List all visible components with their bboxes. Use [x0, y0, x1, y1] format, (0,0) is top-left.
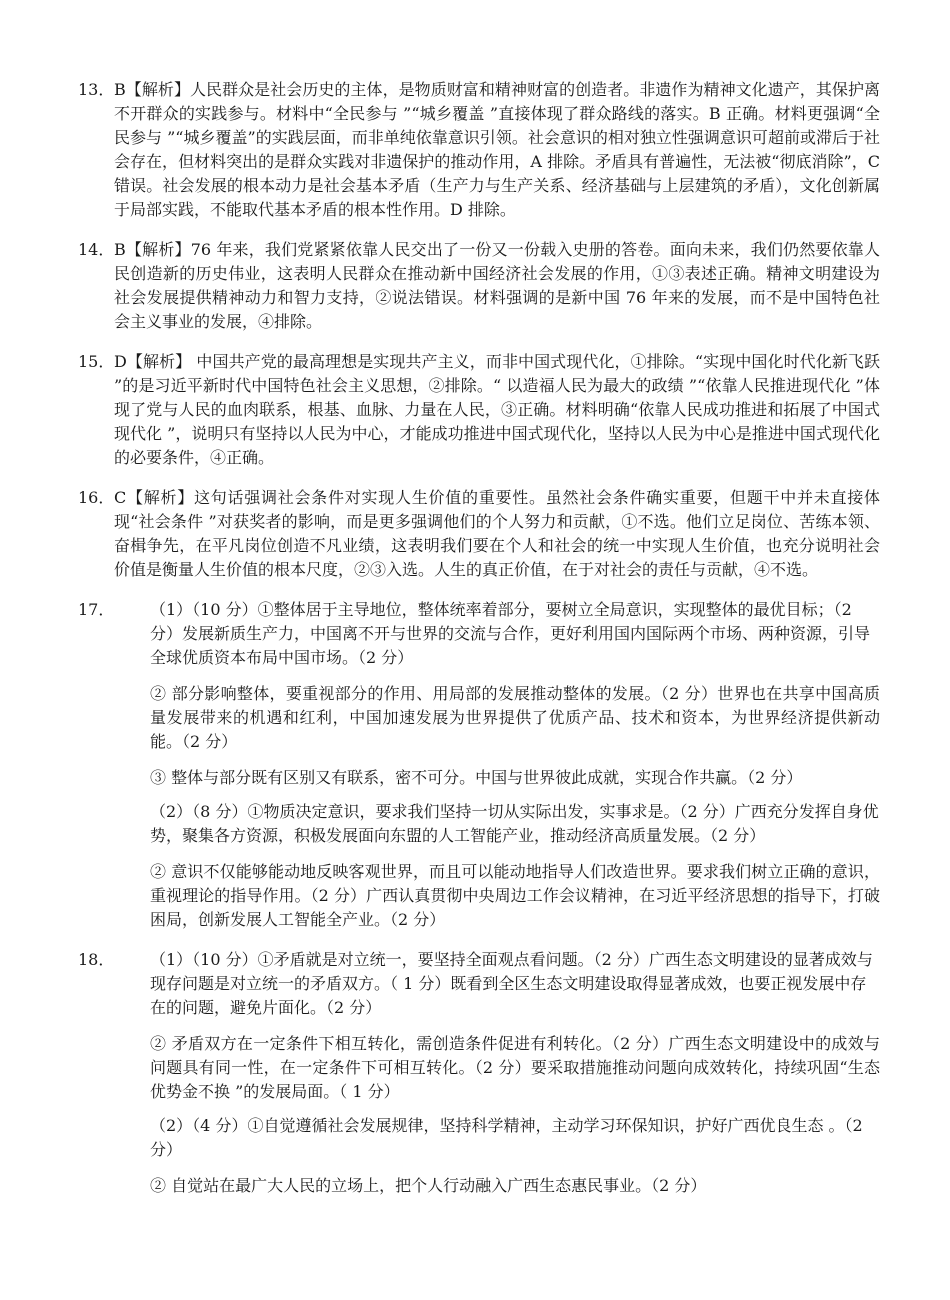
part-paragraph: ② 部分影响整体，要重视部分的作用、用局部的发展推动整体的发展。（2 分）世界也在共享中国高质量发展带来的机遇和红利，中国加速发展为世界提供了优质产品、技术和资本，为世界经济提供新动能。（2 分） — [150, 684, 880, 751]
question-18 — [78, 948, 880, 1198]
question-answer-text: C【解析】这句话强调社会条件对实现人生价值的重要性。虽然社会条件确实重要，但题干中并未直接体现“社会条件 ”对获奖者的影响，而是更多强调他们的个人努力和贡献，①不选。他们立足岗位、苦练本领、奋楫争先，在平凡岗位创造不凡业绩，这表明我们要在个人和社会的统一中实现人生价值，也充分说明社会价值是衡量人生价值的根本尺度，②③入选。人生的真正价值，在于对社会的责任与贡献，④不选。 — [114, 488, 880, 579]
part-label: （2）（4 分） — [150, 1116, 248, 1135]
part-label: （1）（10 分） — [150, 950, 258, 969]
part-paragraph: ② 自觉站在最广大人民的立场上，把个人行动融入广西生态惠民事业。（2 分） — [150, 1176, 707, 1195]
question-13 — [78, 78, 880, 222]
question-17-part-1 — [114, 598, 880, 790]
part-paragraph: ② 矛盾双方在一定条件下相互转化，需创造条件促进有利转化。（2 分）广西生态文明建设中的成效与问题具有同一性，在一定条件下可相互转化。（2 分）要采取措施推动问题向成效转化，持续巩固“生态优势金不换 ”的发展局面。（ 1 分） — [150, 1034, 880, 1101]
question-number: 18． — [78, 950, 115, 969]
part-paragraph: ①矛盾就是对立统一，要坚持全面观点看问题。（2 分）广西生态文明建设的显著成效与现存问题是对立统一的矛盾双方。（ 1 分）既看到全区生态文明建设取得显著成效，也要正视发展中存在的问题，避免片面化。（2 分） — [150, 950, 873, 1017]
question-17 — [78, 598, 880, 932]
part-label: （2）（8 分） — [150, 802, 248, 821]
part-paragraph: ② 意识不仅能够能动地反映客观世界，而且可以能动地指导人们改造世界。要求我们树立正确的意识，重视理论的指导作用。（2 分）广西认真贯彻中央周边工作会议精神，在习近平经济思想的指导下，打破困局，创新发展人工智能全产业。（2 分） — [150, 862, 880, 929]
question-number: 13． — [78, 80, 115, 99]
question-number: 16． — [78, 488, 115, 507]
question-15 — [78, 350, 880, 470]
question-17-part-2 — [114, 800, 880, 932]
question-answer-text: B【解析】人民群众是社会历史的主体，是物质财富和精神财富的创造者。非遗作为精神文化遗产，其保护离不开群众的实践参与。材料中“全民参与 ”“城乡覆盖 ”直接体现了群众路线的落实。B 正确。材料更强调“全民参与 ”“城乡覆盖”的实践层面，而非单纯依靠意识引领。社会意识的相对独立性强调意识可超前或滞后于社会存在，但材料突出的是群众实践对非遗保护的推动作用，A 排除。矛盾具有普遍性，无法被“彻底消除”，C 错误。社会发展的根本动力是社会基本矛盾（生产力与生产关系、经济基础与上层建筑的矛盾），文化创新属于局部实践，不能取代基本矛盾的根本性作用。D 排除。 — [114, 80, 880, 219]
question-14 — [78, 238, 880, 334]
part-paragraph: ③ 整体与部分既有区别又有联系，密不可分。中国与世界彼此成就，实现合作共赢。（2 分） — [150, 768, 803, 787]
part-paragraph: ①整体居于主导地位，整体统率着部分，要树立全局意识，实现整体的最优目标；（2 分）发展新质生产力，中国离不开与世界的交流与合作，更好利用国内国际两个市场、两种资源，引导全球优质资本布局中国市场。（2 分） — [150, 600, 871, 667]
question-number: 14． — [78, 240, 115, 259]
question-number: 15． — [78, 352, 115, 371]
part-label: （1）（10 分） — [150, 600, 258, 619]
question-answer-text: D【解析】 中国共产党的最高理想是实现共产主义，而非中国式现代化，①排除。“实现中国化时代化新飞跃 ”的是习近平新时代中国特色社会主义思想，②排除。“ 以造福人民为最大的政绩 ”“依靠人民推进现代化 ”体现了党与人民的血肉联系，根基、血脉、力量在人民，③正确。材料明确“依靠人民成功推进和拓展了中国式现代化 ”，说明只有坚持以人民为中心，才能成功推进中国式现代化，坚持以人民为中心是推进中国式现代化的必要条件，④正确。 — [114, 352, 880, 467]
question-18-part-2 — [114, 1114, 880, 1198]
question-number: 17． — [78, 600, 115, 619]
part-paragraph: ①物质决定意识，要求我们坚持一切从实际出发，实事求是。（2 分）广西充分发挥自身优势，聚集各方资源，积极发展面向东盟的人工智能产业，推动经济高质量发展。（2 分） — [150, 802, 879, 845]
question-answer-text: B【解析】76 年来，我们党紧紧依靠人民交出了一份又一份载入史册的答卷。面向未来，我们仍然要依靠人民创造新的历史伟业，这表明人民群众在推动新中国经济社会发展的作用，①③表述正确。精神文明建设为社会发展提供精神动力和智力支持，②说法错误。材料强调的是新中国 76 年来的发展，而不是中国特色社会主义事业的发展，④排除。 — [114, 240, 880, 331]
question-16 — [78, 486, 880, 582]
part-paragraph: ①自觉遵循社会发展规律，坚持科学精神，主动学习环保知识，护好广西优良生态 。（2 分） — [150, 1116, 863, 1159]
question-18-part-1 — [114, 948, 880, 1104]
